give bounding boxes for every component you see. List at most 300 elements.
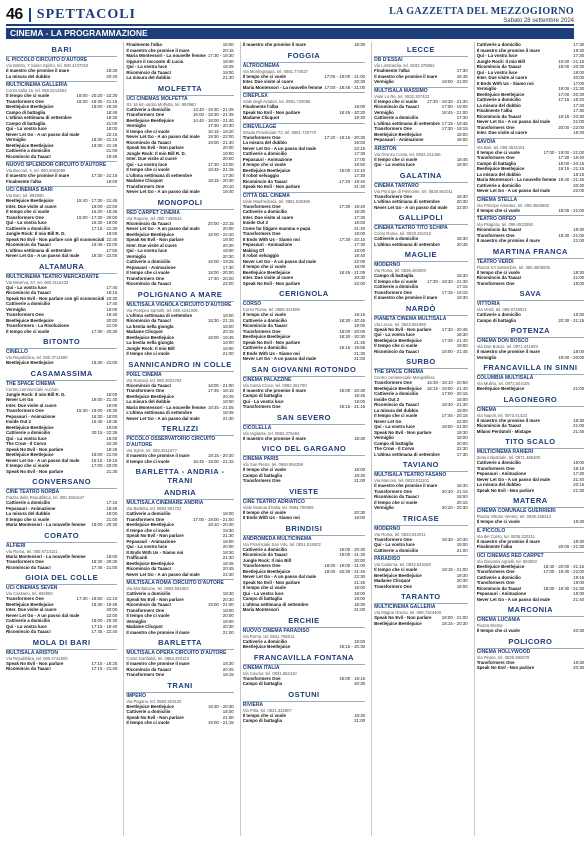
cinema-address: Piazza XX Settembre, tel. 080.4805005 — [476, 264, 551, 270]
showtimes: 21:00 — [222, 629, 234, 635]
showtimes: 17:15 - 19:40 — [91, 623, 118, 629]
film-title: Transformers One — [126, 183, 165, 189]
film-title: Vermiglio — [6, 137, 26, 142]
film-title: La bestia nella giungla — [126, 323, 174, 329]
city-heading: MARCONIA — [507, 605, 554, 614]
showtimes: 18:45 — [456, 73, 468, 79]
showtimes: 17:00 — [354, 156, 366, 162]
showtimes: 17:00 - 20:15 — [441, 391, 468, 396]
showtimes: 18:00 — [354, 515, 366, 520]
film-title: Vermiglio — [476, 86, 497, 91]
showtime-row — [477, 519, 584, 525]
showtimes: 17:40 — [106, 284, 118, 290]
cinema-address: Via Montegrappa, tel. 0881.774827 — [242, 68, 309, 74]
showtimes: 17:30 - 19:15 — [441, 126, 468, 131]
showtimes: 17:30 — [222, 264, 234, 270]
page-number: 46 — [6, 6, 23, 23]
showtimes: 18:00 — [456, 131, 468, 137]
film-title: Ricomincio da Taaac! — [126, 602, 172, 607]
film-title: Vermiglio — [6, 306, 26, 312]
showtimes: 21:00 — [106, 120, 118, 126]
city-heading: SURBO — [406, 357, 436, 366]
showtimes: 20:40 - 21:15 — [441, 488, 468, 494]
film-title: Maria Montessori - La nouvelle femme — [6, 522, 86, 527]
film-title: L'ultima settimana di settembre — [6, 115, 72, 120]
film-title: Transformers One — [126, 672, 165, 677]
showtimes: 20:00 — [222, 145, 234, 150]
city-heading: GALLIPOLI — [398, 213, 444, 222]
showtimes: 18:30 — [573, 269, 584, 275]
film-title: Il tempo che ci vuole — [374, 343, 418, 348]
showtimes: 17:30 - 18:50 - 21:10 — [76, 596, 118, 601]
showtimes: 17:30 — [354, 173, 366, 178]
film-title: Il tempo che ci vuole — [242, 312, 286, 317]
cinema-name: MULTICINEMA GALLERIA — [6, 81, 117, 88]
film-title: Cattiverie a domicilio — [374, 284, 419, 289]
showtimes: 21:00 — [222, 714, 234, 720]
film-title: Cattiverie a domicilio — [242, 638, 287, 644]
showtime-row — [477, 208, 584, 214]
showtimes: 17:45 - 20:15 — [441, 413, 468, 418]
film-title: Pepasauri - Animazione — [6, 505, 56, 511]
film-title: La bestia nella giungla — [126, 340, 174, 345]
cinema-name: MULTICINEMA TEATRO MERCADANTE — [6, 273, 117, 280]
showtimes: 21:45 — [573, 428, 584, 434]
showtimes: 18:00 — [222, 340, 234, 345]
film-title: Transformers One — [242, 478, 281, 483]
film-title: Speak No Evil - Non parlare — [126, 533, 184, 538]
film-title: Speak No Evil - Non parlare — [242, 184, 301, 189]
showtimes: 21:00 — [456, 547, 468, 553]
city-heading: TRICASE — [402, 513, 440, 523]
showtimes: 21:00 — [573, 423, 584, 428]
film-title: Oppure il racconto di Lucia — [126, 58, 184, 64]
showtimes: 22:30 — [354, 574, 366, 579]
cinema-name: RED CARPET CINEMA — [126, 209, 233, 216]
showtimes: 20:45 — [222, 393, 234, 399]
showtime-row — [243, 681, 365, 687]
showtimes: 18:30 - 20:30 — [91, 559, 118, 564]
film-title: La misura del dubbio — [6, 511, 51, 516]
cinema-address: Via Magna Grecia, tel. 099.7324400 — [374, 610, 442, 615]
film-title: Il tempo che ci vuole — [242, 712, 286, 718]
film-title: Maria Montessori — [242, 607, 279, 612]
showtimes: 20:30 — [456, 199, 468, 204]
cinema-name: IMPERO — [126, 692, 233, 699]
cinema-address: Via Roma, tel. 0833.544011 — [374, 531, 426, 537]
film-title: Qui - La vostra luce — [126, 248, 168, 253]
showtimes: 18:30 — [456, 483, 468, 488]
showtimes: 22:30 — [456, 446, 468, 451]
cinema-address: Via Sylos, tel. 080.3511677 — [126, 448, 177, 453]
film-title: Cattiverie a domicilio — [242, 546, 287, 552]
cinema-address: Corso Roma, tel. 0885.421906 — [242, 307, 300, 312]
showtimes: 17:30 — [573, 108, 584, 113]
film-title: Beetlejuice Beetlejuice — [126, 393, 174, 399]
film-title: Jungle Rock: Il mio Bill — [126, 345, 175, 351]
cinema-address: Via Roma, tel. 0831.766614 — [242, 633, 295, 639]
film-title: Transformers One — [374, 126, 412, 131]
film-title: Il tempo che ci vuole — [242, 585, 286, 590]
cinema-name: CICOLELLA — [243, 424, 365, 431]
cinema-name: THE SPACE CINEMA — [6, 380, 117, 387]
film-title: Ricomincio da Taaac! — [242, 323, 288, 328]
showtimes: 17:50 — [106, 247, 118, 253]
cinema-address: Piazza della Repubblica, tel. 080.4951647 — [6, 495, 85, 500]
cinema-address: Via Monfalcone, tel. 0883.561902 — [126, 586, 189, 591]
showtimes: 19:30 - 21:45 — [91, 142, 118, 148]
showtime-row — [243, 607, 365, 613]
showtimes: 20:30 — [222, 624, 234, 629]
showtime-row — [374, 162, 468, 168]
film-title: Beetlejuice Beetlejuice — [6, 452, 54, 457]
showtimes: 18:00 — [222, 511, 234, 516]
showtimes: 19:00 — [354, 638, 366, 644]
showtimes: 18:00 - 20:20 - 22:30 — [76, 93, 118, 98]
film-title: Il tempo che ci vuole — [126, 128, 170, 134]
city-heading: CERIGNOLA — [279, 289, 329, 298]
cinema-name: IL PICCOLO — [477, 527, 584, 534]
city-heading: TARANTO — [401, 592, 441, 601]
film-title: Cattiverie a domicilio — [242, 209, 287, 214]
showtimes: 18:00 — [222, 709, 234, 714]
cinema-name: PARADISO — [374, 555, 468, 562]
showtimes: 20:30 — [354, 509, 366, 515]
cinema-address: Via Pagano, tel. 0883.503120 — [126, 698, 182, 704]
showtimes: 17:15 — [456, 284, 468, 289]
film-title: Never Let Go - A un passo dal male — [476, 188, 551, 193]
showtime-row — [477, 628, 584, 634]
film-title: Speak No Evil - Non parlare — [6, 446, 64, 452]
showtimes: 17:00 — [573, 80, 584, 86]
cinema-name: PICCOLO OSSERVATORIO CIRCUITO D'AUTORE — [126, 435, 233, 448]
showtime-row — [6, 74, 117, 80]
film-title: Making Of — [242, 247, 264, 253]
film-title: Beetlejuice Beetlejuice — [374, 131, 422, 137]
showtimes: 17:30 - 20:30 — [207, 123, 234, 128]
showtimes: 20:00 — [573, 75, 584, 80]
cinema-name: MULTISALA ARISTON — [6, 649, 117, 656]
showtime-row — [243, 42, 365, 48]
cinema-name: CINEMA PARIS — [243, 455, 365, 462]
cinema-address: Via Cassano, tel. 892960 — [6, 591, 53, 596]
film-title: Ricomincio da Taaac! — [374, 494, 419, 499]
film-title: Never Let Go - A un passo dal male — [126, 226, 200, 231]
film-title: Il maestro che promise il mare — [126, 661, 190, 666]
film-title: Vermiglio — [476, 354, 497, 360]
showtimes: 19:30 — [222, 527, 234, 533]
city-heading: MOLA DI BARI — [32, 637, 91, 647]
showtimes: 18:00 — [354, 590, 366, 596]
city-heading: VIESTE — [289, 486, 319, 496]
film-title: Finalmente l'alba — [126, 42, 162, 47]
cinema-name: UCI CINEMAS RED CARPET — [477, 552, 584, 559]
showtimes: 18:30 — [222, 591, 234, 596]
showtimes: 14:40 - 18:00 - 21:40 — [192, 117, 234, 123]
showtimes: 19:15 — [573, 574, 584, 580]
film-title: Beetlejuice Beetlejuice — [126, 231, 174, 237]
showtime-row — [374, 584, 468, 590]
film-title: Il tempo che ci vuole — [242, 509, 286, 515]
showtimes: 19:00 — [456, 343, 468, 348]
showtimes: 19:00 — [106, 402, 118, 408]
film-title: Cattiverie a domicilio — [374, 391, 419, 396]
showtimes: 15:30 - 18:00 - 20:30 — [76, 408, 118, 413]
showtimes: 20:00 - 21:30 — [558, 544, 584, 549]
cinema-name: ALTROCINEMA — [243, 62, 365, 69]
film-title: La misura del dubbio — [242, 140, 287, 145]
showtimes: 18:00 - 20:00 — [339, 328, 366, 334]
masthead — [389, 7, 574, 24]
film-title: Never Let Go - A un passo dal male — [126, 415, 200, 421]
film-title: Il tempo che ci vuole — [126, 613, 170, 618]
film-title: Transformers One — [126, 112, 165, 117]
cinema-name: MULTISALA TEATRO FASANO — [374, 471, 468, 478]
city-heading: MOLFETTA — [157, 83, 203, 93]
showtimes: 20:00 — [222, 613, 234, 618]
showtimes: 18:00 — [456, 137, 468, 142]
cinema-address: Via Pola, tel. 0831.332807 — [242, 707, 292, 713]
cinema-address: Via Rapone, tel. 080.7456544 — [126, 215, 182, 221]
showtimes: 21:00 — [106, 148, 118, 153]
showtime-row — [477, 318, 584, 324]
cinema-address: Via Bari, tel. 892960 — [6, 193, 44, 198]
showtimes: 17:15 - 19:20 — [558, 97, 584, 102]
city-heading: TAVIANO — [402, 460, 439, 469]
film-title: Campo di battaglia — [242, 472, 283, 478]
showtimes: 22:00 — [456, 204, 468, 210]
film-title: It Ends With Us - Siamo noi — [242, 350, 300, 356]
film-title: Ricomincio da Taaac! — [476, 113, 522, 119]
showtimes: 17:00 - 19:00 — [441, 104, 468, 109]
showtimes: 19:00 — [354, 398, 366, 404]
film-title: Transformers One — [374, 536, 412, 542]
film-title: Beetlejuice Beetlejuice — [242, 644, 291, 649]
showtimes: 17:00 - 19:00 - 21:00 — [543, 149, 584, 155]
showtime-row — [243, 478, 365, 484]
film-title: Il tempo che ci vuole — [374, 499, 418, 505]
film-title: Vermiglio — [374, 505, 394, 510]
film-title: Qui - La vostra luce — [374, 424, 415, 429]
showtimes: 19:15 - 21:15 — [558, 166, 584, 171]
showtimes: 19:45 — [106, 153, 118, 159]
film-title: Transformers One — [476, 155, 515, 160]
cinema-address: Via Repubblica, tel. 080.3714680 — [6, 355, 68, 360]
film-title: Il tempo che ci vuole — [126, 720, 170, 725]
cinema-address: Via Don Bosco, tel. 0971.441903 — [476, 344, 538, 349]
film-title: Inter. Due visite al cuore — [126, 156, 177, 161]
showtimes: 18:45 - 20:20 — [339, 109, 366, 115]
showtimes: 16:00 - 18:30 - 21:45 — [192, 112, 234, 117]
film-title: Transformers One — [476, 659, 515, 665]
showtimes: 18:30 — [354, 209, 366, 214]
film-title: Qui - La vostra luce — [6, 126, 47, 131]
film-title: Il robot selvaggio — [242, 173, 280, 178]
film-title: Inter. Due visite al cuore — [242, 275, 294, 280]
film-title: Il tempo che ci vuole — [242, 264, 286, 269]
film-title: Il maestro che promise il mare — [242, 435, 306, 441]
showtimes: 18:00 - 19:15 — [339, 675, 366, 681]
film-title: Beetlejuice Beetlejuice — [126, 703, 174, 709]
showtimes: 16:30 - 18:00 — [91, 413, 118, 419]
showtimes: 18:30 - 19:45 — [91, 601, 118, 607]
showtimes: 20:15 — [456, 499, 468, 505]
showtimes: 19:00 - 21:40 — [207, 139, 234, 145]
cinema-name: COLUMBIA MULTISALA — [477, 374, 584, 381]
cinema-name: CORSO — [243, 300, 365, 307]
film-title: Beetlejuice Beetlejuice — [476, 166, 525, 171]
film-title: Qui - La vostra luce — [476, 53, 518, 58]
showtimes: 18:00 - 19:45 — [207, 334, 234, 340]
film-title: Transformers One — [6, 596, 44, 601]
film-title: Ricomincio da Taaac! — [6, 242, 51, 247]
showtimes: 18:30 - 20:45 — [339, 317, 366, 323]
cinema-address: Via Bari, tel. 099.4532101 — [476, 144, 525, 150]
film-title: Pepasauri - Animazione — [6, 413, 56, 419]
showtimes: 17:15 - 19:45 — [441, 120, 468, 126]
film-title: Inter. Due visite al cuore — [476, 75, 528, 80]
showtimes: 19:00 — [573, 460, 584, 465]
showtimes: 20:30 — [222, 596, 234, 602]
cinema-address: Via Buccari, 4, tel. 080.5583098 — [6, 168, 66, 173]
showtime-row — [477, 597, 584, 603]
showtimes: 17:30 — [456, 451, 468, 457]
film-title: Campo di battaglia — [242, 393, 283, 398]
showtimes: 18:00 - 21:00 — [207, 382, 234, 388]
film-title: Transformers One — [6, 98, 44, 104]
film-title: Ricomincio da Taaac! — [6, 290, 51, 295]
film-title: Cattiverie a domicilio — [126, 259, 171, 264]
film-title: Never Let Go - A un passo dal male — [6, 131, 80, 137]
showtimes: 18:00 - 21:00 — [558, 207, 584, 213]
cinema-name: ANDROMEDA MULTICINEMA — [243, 535, 365, 542]
showtimes: 18:00 - 19:30 - 21:30 — [543, 585, 584, 591]
showtimes: 15:40 - 17:30 - 21:45 — [76, 198, 118, 203]
film-title: Transformers One — [242, 404, 281, 409]
film-title: Beetlejuice Beetlejuice — [126, 560, 174, 566]
film-title: L'ultima settimana di settembre — [374, 120, 440, 126]
film-title: Il tempo che ci vuole — [126, 351, 170, 356]
film-title: Never Let Go — [374, 418, 402, 424]
film-title: Speak No Evil - Non parlare — [374, 615, 432, 620]
showtime-row — [6, 629, 117, 635]
film-title: La misura del dubbio — [374, 407, 419, 413]
showtimes: 19:00 — [222, 345, 234, 351]
film-title: Speak No Evil - Non parlare — [6, 660, 64, 666]
film-title: Finalmente l'alba — [6, 178, 42, 184]
showtimes: 19:40 - 21:45 — [558, 177, 584, 182]
showtimes: 18:00 — [456, 435, 468, 440]
showtimes: 20:30 — [456, 578, 468, 583]
film-title: Campo di battaglia — [242, 596, 283, 601]
showtimes: 22:00 — [222, 281, 234, 286]
showtimes: 21:30 — [354, 350, 366, 356]
film-title: Vermiglio — [374, 79, 394, 84]
film-title: Ricomincio da Taaac! — [126, 139, 172, 145]
showtimes: 17:15 - 21:40 — [91, 666, 118, 671]
showtimes: 22:00 — [106, 612, 118, 618]
cinema-address: Strada Provinciale 73, tel. 0881.720770 — [242, 129, 317, 135]
film-title: Inside Out 2 — [242, 220, 268, 225]
showtimes: 18:00 - 20:30 — [91, 104, 118, 109]
film-title: Speak No Evil - Non parlare — [242, 579, 301, 585]
showtimes: 17:30 — [354, 214, 366, 220]
film-title: Never Let Go - A un passo dal male — [242, 574, 317, 579]
film-title: Il tempo che ci vuole — [476, 519, 520, 524]
showtimes: 20:00 — [106, 317, 118, 323]
showtimes: 18:00 - 20:30 — [91, 522, 118, 527]
film-title: Maria Montessori - La nouvelle femme — [242, 84, 323, 90]
showtime-row — [126, 416, 233, 422]
cinema-name: CINEMA STELLA — [477, 196, 584, 203]
showtimes: 19:00 — [222, 150, 234, 156]
city-heading: ERCHIE — [288, 615, 320, 625]
cinema-address: Via Santa Croce, tel. 0882.451700 — [242, 382, 307, 388]
cinema-name: CINELLO — [6, 348, 117, 355]
cinema-address: Via Pompeo Sarnelli, tel. 080.4241006 — [126, 307, 198, 313]
showtimes: 18:15 - 21:15 — [339, 404, 366, 409]
film-title: Transformers One — [6, 408, 44, 413]
film-title: Ricomincio da Taaac! — [126, 318, 172, 323]
film-title: Ricomincio da Taaac! — [374, 402, 419, 407]
film-title: Transformers One — [374, 488, 412, 494]
cinema-address: Via Roma, tel. 080.8723141 — [6, 548, 58, 554]
cinema-name: MULTISALA OPERA CIRCUITO D'AUTORE — [126, 649, 233, 656]
showtimes: 17:20 — [573, 102, 584, 108]
showtimes: 21:40 — [573, 476, 584, 482]
film-title: Il tempo che ci vuole — [476, 269, 520, 275]
film-title: Campo di battaglia — [6, 120, 46, 126]
film-title: Cattiverie a domicilio — [6, 618, 51, 623]
listing-column — [371, 42, 468, 836]
showtimes: 17:45 - 21:40 — [441, 337, 468, 343]
film-title: Transformers One — [6, 559, 44, 564]
film-title: Qui - La vostra luce — [6, 220, 47, 225]
showtimes: 21:45 — [354, 339, 366, 345]
film-title: Il tempo che ci vuole — [242, 73, 286, 79]
film-title: La misura del dubbio — [476, 171, 521, 177]
cinema-address: Via Roma, tel. 0836.484000 — [374, 268, 426, 273]
showtimes: 18:30 — [573, 227, 584, 232]
cinema-name: CINEMA — [477, 406, 584, 413]
showtimes: 17:00 - 18:45 - 21:00 — [324, 84, 366, 90]
showtimes: 18:30 — [573, 519, 584, 524]
film-title: Beetlejuice Beetlejuice — [476, 563, 525, 569]
showtimes: 19:00 — [106, 511, 118, 516]
cinema-name: ARISTON — [374, 145, 468, 152]
cinema-name: MODERNO — [374, 525, 468, 532]
showtimes: 17:30 — [573, 42, 584, 47]
cinema-address: Via Romani, tel. 080.3022783 — [126, 377, 182, 383]
film-title: Il tempo che ci vuole — [242, 467, 286, 472]
showtimes: 15:30 - 18:10 - 20:50 — [426, 380, 468, 385]
showtimes: 22:00 — [573, 188, 584, 193]
film-title: Transformers One — [242, 203, 281, 209]
film-title: Il tempo che ci vuole — [374, 156, 418, 162]
showtimes: 18:30 - 19:30 - 21:15 — [76, 98, 118, 104]
showtimes: 17:30 - 19:30 — [207, 53, 234, 58]
showtimes: 18:15 - 20:30 — [339, 644, 366, 649]
film-title: Il tempo che ci vuole — [374, 98, 418, 104]
showtime-row — [243, 718, 365, 724]
showtime-row — [374, 79, 468, 85]
cinema-address: Via Pitagora, tel. 099.4533590 — [476, 222, 533, 227]
showtimes: 18:30 — [573, 130, 584, 135]
listing-columns — [6, 42, 584, 836]
film-title: Il tempo che ci vuole — [476, 149, 520, 155]
showtimes: 18:10 - 20:20 — [207, 522, 234, 527]
cinema-address: Piazza Elettra — [476, 623, 503, 628]
